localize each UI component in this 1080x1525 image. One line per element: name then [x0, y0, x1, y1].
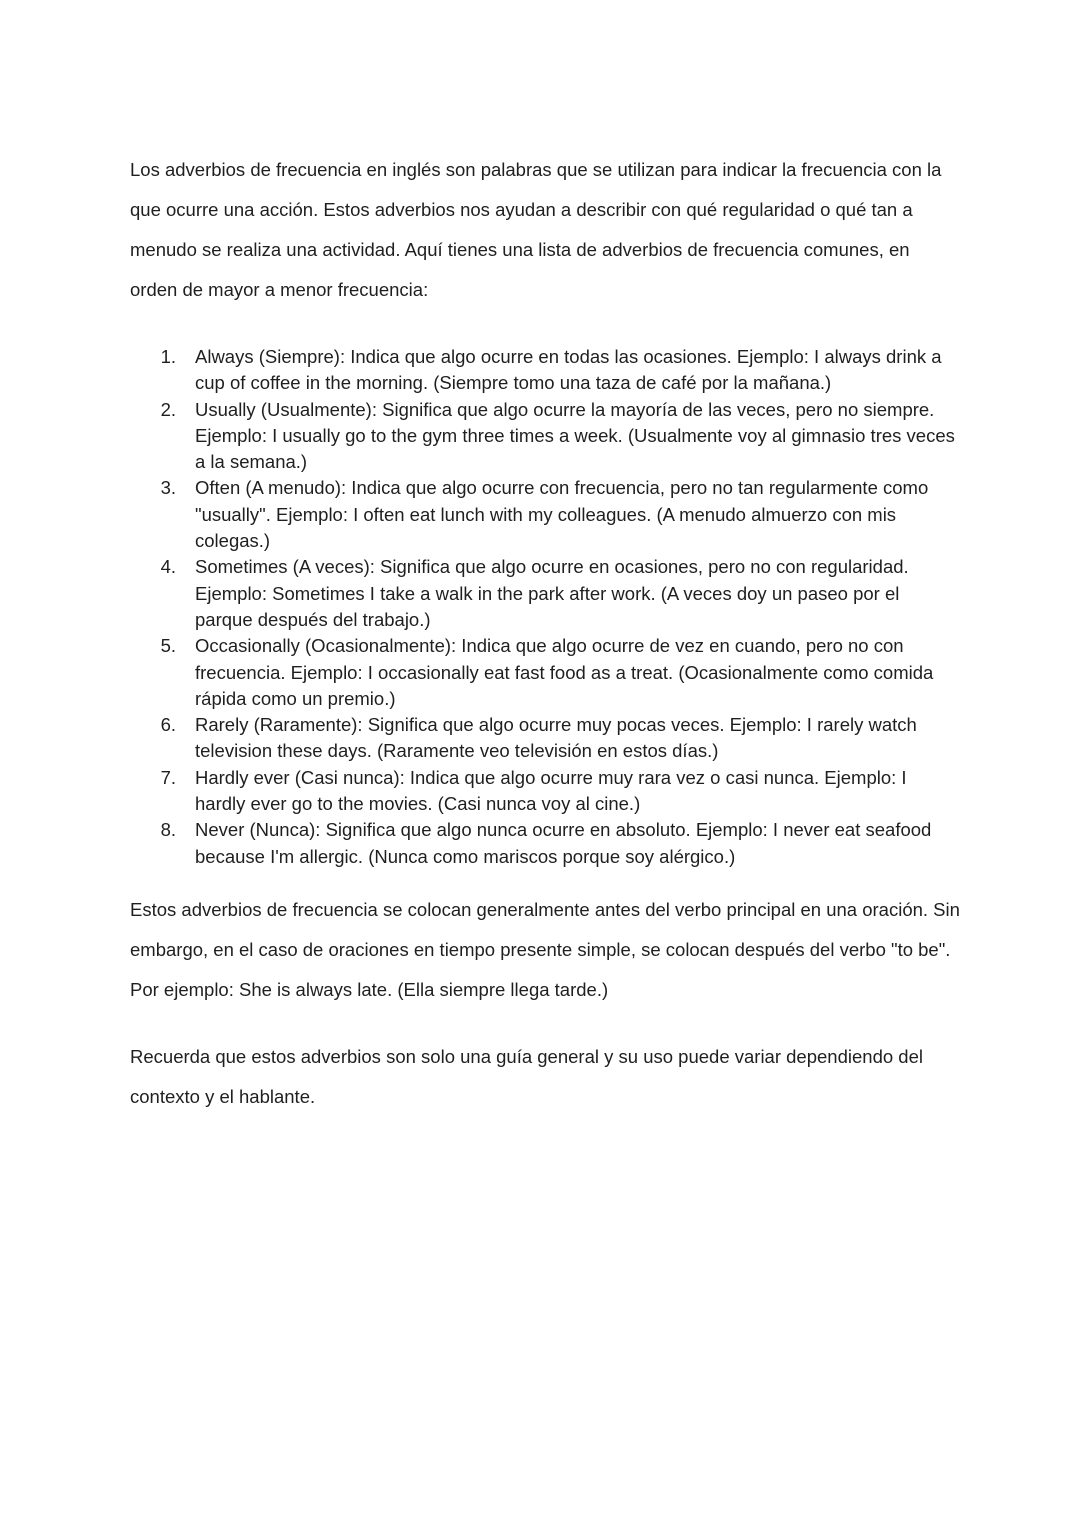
list-item: [160, 397, 960, 476]
closing-paragraph: Recuerda que estos adverbios son solo una guía general y su uso puede variar dependiendo del contexto y el hablante.: [130, 1045, 923, 1107]
intro-paragraph: Los adverbios de frecuencia en inglés son palabras que se utilizan para indicar la frecuencia con la que ocurre una acción. Estos adverbios nos ayudan a describir con qué regularidad o qué tan a menudo se realiza una actividad. Aquí tienes una lista de adverbios de frecuencia comunes, en orden de mayor a menor frecuencia:: [130, 159, 942, 300]
list-item-number: 2.: [160, 398, 176, 420]
list-item-text: Sometimes (A veces): Significa que algo ocurre en ocasiones, pero no con regularidad. Ejemplo: Sometimes I take a walk in the park after work. (A veces doy un paseo por el parque después del trabajo.): [195, 556, 909, 630]
list-item: [160, 475, 960, 554]
list-item-number: 5.: [160, 635, 176, 657]
list-item-number: 1.: [160, 346, 176, 367]
list-item: [160, 817, 960, 870]
list-item: [160, 765, 960, 818]
list-item-number: 3.: [160, 477, 176, 499]
adverb-list: [130, 344, 960, 870]
list-item: [160, 344, 960, 397]
list-item-number: 7.: [160, 766, 176, 788]
document-body: [130, 150, 960, 1117]
list-item-text: Often (A menudo): Indica que algo ocurre con frecuencia, pero no tan regularmente como "usually". Ejemplo: I often eat lunch with my colleagues. (A menudo almuerzo con mis colegas.): [195, 477, 929, 552]
list-item-text: Never (Nunca): Significa que algo nunca ocurre en absoluto. Ejemplo: I never eat seafood because I'm allergic. (Nunca como mariscos porque soy alérgico.): [195, 819, 932, 867]
list-item-number: 4.: [160, 556, 176, 578]
list-item-text: Rarely (Raramente): Significa que algo ocurre muy pocas veces. Ejemplo: I rarely watch television these days. (Raramente veo televisión en estos días.): [195, 714, 917, 762]
list-item-number: 6.: [160, 714, 176, 736]
list-item-text: Always (Siempre): Indica que algo ocurre en todas las ocasiones. Ejemplo: I always drink a cup of coffee in the morning. (Siempre tomo una taza de café por la mañana.): [195, 346, 942, 394]
list-item: [160, 633, 960, 712]
list-item-text: Occasionally (Ocasionalmente): Indica que algo ocurre de vez en cuando, pero no con frecuencia. Ejemplo: I occasionally eat fast food as a treat. (Ocasionalmente como comida rápida como un premio.): [195, 635, 934, 709]
list-item: [160, 554, 960, 633]
list-item-text: Hardly ever (Casi nunca): Indica que algo ocurre muy rara vez o casi nunca. Ejemplo: I hardly ever go to the movies. (Casi nunca voy al cine.): [195, 766, 907, 815]
list-item-number: 8.: [160, 819, 176, 841]
list-item-text: Usually (Usualmente): Significa que algo ocurre la mayoría de las veces, pero no siempre. Ejemplo: I usually go to the gym three times a week. (Usualmente voy al gimnasio tres veces a la semana.): [195, 398, 955, 473]
list-item: [160, 712, 960, 765]
placement-paragraph: Estos adverbios de frecuencia se colocan generalmente antes del verbo principal en una oración. Sin embargo, en el caso de oraciones en tiempo presente simple, se colocan después del verbo "to be". Por ejemplo: She is always late. (Ella siempre llega tarde.): [130, 898, 960, 1000]
